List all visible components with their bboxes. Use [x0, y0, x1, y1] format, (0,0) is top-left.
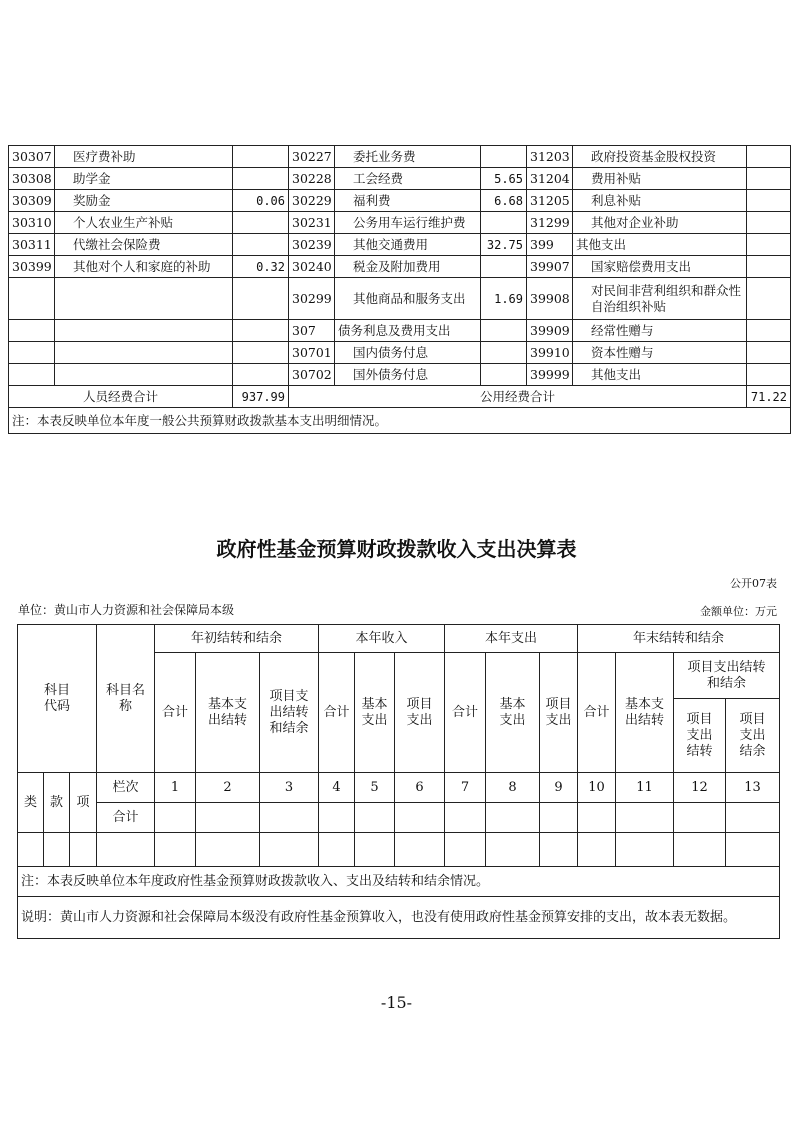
item-name-cell	[55, 278, 233, 320]
heji-label: 合计	[97, 803, 155, 833]
amount-cell	[747, 364, 791, 386]
item-name-cell: 其他商品和服务支出	[335, 278, 481, 320]
item-name-cell	[55, 364, 233, 386]
code-cell	[9, 342, 55, 364]
table2-note: 注：本表反映单位本年度政府性基金预算财政拨款收入、支出及结转和结余情况。	[18, 867, 780, 897]
amount-cell: 6.68	[481, 190, 527, 212]
item-name-cell: 债务利息及费用支出	[335, 320, 481, 342]
item-name-cell: 经常性赠与	[573, 320, 747, 342]
col-number: 8	[486, 773, 540, 803]
table-row	[9, 234, 791, 256]
amount-cell	[233, 320, 289, 342]
item-name-cell: 其他支出	[573, 234, 747, 256]
public-total-label: 公用经费合计	[289, 386, 747, 408]
col-number: 10	[578, 773, 616, 803]
item-name-cell: 其他交通费用	[335, 234, 481, 256]
amount-cell: 32.75	[481, 234, 527, 256]
code-cell: 39907	[527, 256, 573, 278]
col-number: 13	[726, 773, 780, 803]
code-cell: 30228	[289, 168, 335, 190]
table-row	[9, 320, 791, 342]
item-name-cell: 对民间非营利组织和群众性自治组织补贴	[573, 278, 747, 320]
amount-cell	[233, 146, 289, 168]
amount-cell	[233, 234, 289, 256]
table2-explanation: 说明：黄山市人力资源和社会保障局本级没有政府性基金预算收入，也没有使用政府性基金预算安排的支出，故本表无数据。	[18, 897, 780, 939]
item-name-cell: 公务用车运行维护费	[335, 212, 481, 234]
amount-cell	[233, 168, 289, 190]
end-balance-header: 年末结转和结余	[578, 625, 780, 653]
item-name-cell: 税金及附加费用	[335, 256, 481, 278]
basic-expenditure-table	[8, 145, 791, 434]
amount-cell	[747, 320, 791, 342]
amount-cell	[747, 190, 791, 212]
amount-cell: 0.32	[233, 256, 289, 278]
code-cell	[9, 278, 55, 320]
code-cell: 39909	[527, 320, 573, 342]
amount-cell	[747, 342, 791, 364]
item-name-cell: 其他支出	[573, 364, 747, 386]
begin-balance-header: 年初结转和结余	[155, 625, 319, 653]
item-name-cell: 助学金	[55, 168, 233, 190]
table1-note-row	[9, 408, 791, 434]
empty-row	[18, 833, 780, 867]
end-total-header: 合计	[578, 653, 616, 773]
code-cell: 307	[289, 320, 335, 342]
code-cell: 30227	[289, 146, 335, 168]
personnel-total-value: 937.99	[233, 386, 289, 408]
income-total-header: 合计	[319, 653, 355, 773]
code-cell: 30399	[9, 256, 55, 278]
subject-code-header: 科目 代码	[18, 625, 97, 773]
begin-basic-carry-header: 基本支 出结转	[196, 653, 260, 773]
expense-basic-header: 基本 支出	[486, 653, 540, 773]
item-name-cell: 政府投资基金股权投资	[573, 146, 747, 168]
column-number-row	[18, 773, 780, 803]
amount-cell	[481, 364, 527, 386]
item-name-cell: 其他对个人和家庭的补助	[55, 256, 233, 278]
amount-cell	[747, 278, 791, 320]
code-cell: 30299	[289, 278, 335, 320]
code-cell: 30702	[289, 364, 335, 386]
item-name-cell: 福利费	[335, 190, 481, 212]
expense-project-header: 项目 支出	[540, 653, 578, 773]
subject-name-header: 科目名 称	[97, 625, 155, 773]
col-number: 6	[395, 773, 445, 803]
col-number: 12	[674, 773, 726, 803]
end-project-carry-header: 项目支出结转 和结余	[674, 653, 780, 699]
amount-cell	[233, 364, 289, 386]
col-number: 11	[616, 773, 674, 803]
total-row	[18, 803, 780, 833]
page-title: 政府性基金预算财政拨款收入支出决算表	[216, 537, 577, 561]
amount-cell	[747, 168, 791, 190]
code-cell	[9, 364, 55, 386]
item-name-cell: 医疗费补助	[55, 146, 233, 168]
code-cell: 30229	[289, 190, 335, 212]
end-project-carry-subheader: 项目 支出 结转	[674, 699, 726, 773]
table1-note: 注：本表反映单位本年度一般公共预算财政拨款基本支出明细情况。	[9, 408, 791, 434]
code-cell: 399	[527, 234, 573, 256]
item-name-cell: 代缴社会保险费	[55, 234, 233, 256]
code-cell	[9, 320, 55, 342]
item-name-cell: 个人农业生产补贴	[55, 212, 233, 234]
amount-unit-label: 金额单位：万元	[700, 605, 777, 618]
personnel-total-label: 人员经费合计	[9, 386, 233, 408]
item-name-cell: 奖励金	[55, 190, 233, 212]
item-name-cell: 委托业务费	[335, 146, 481, 168]
table-row	[9, 278, 791, 320]
amount-cell	[747, 234, 791, 256]
code-cell: 31203	[527, 146, 573, 168]
amount-cell	[481, 212, 527, 234]
code-cell: 39999	[527, 364, 573, 386]
amount-cell: 1.69	[481, 278, 527, 320]
amount-cell	[747, 256, 791, 278]
amount-cell	[481, 342, 527, 364]
item-name-cell	[55, 342, 233, 364]
lei-header: 类	[18, 773, 44, 833]
code-cell: 30701	[289, 342, 335, 364]
item-name-cell: 资本性赠与	[573, 342, 747, 364]
amount-cell: 5.65	[481, 168, 527, 190]
table-row	[9, 168, 791, 190]
code-cell: 39908	[527, 278, 573, 320]
amount-cell	[747, 212, 791, 234]
col-number: 2	[196, 773, 260, 803]
amount-cell	[233, 342, 289, 364]
end-project-balance-subheader: 项目 支出 结余	[726, 699, 780, 773]
code-cell: 30309	[9, 190, 55, 212]
public-total-value: 71.22	[747, 386, 791, 408]
code-cell: 39910	[527, 342, 573, 364]
begin-project-carry-header: 项目支 出结转 和结余	[260, 653, 319, 773]
end-basic-carry-header: 基本支 出结转	[616, 653, 674, 773]
item-name-cell	[55, 320, 233, 342]
col-number: 7	[445, 773, 486, 803]
table-code: 公开07表	[730, 577, 777, 590]
item-name-cell: 其他对企业补助	[573, 212, 747, 234]
table2-explain-row	[18, 897, 780, 939]
item-name-cell: 费用补贴	[573, 168, 747, 190]
lanci-label: 栏次	[97, 773, 155, 803]
code-cell: 30310	[9, 212, 55, 234]
year-income-header: 本年收入	[319, 625, 445, 653]
amount-cell	[481, 256, 527, 278]
code-cell: 30307	[9, 146, 55, 168]
code-cell: 30308	[9, 168, 55, 190]
code-cell: 31205	[527, 190, 573, 212]
item-name-cell: 利息补贴	[573, 190, 747, 212]
begin-total-header: 合计	[155, 653, 196, 773]
amount-cell	[233, 278, 289, 320]
amount-cell	[233, 212, 289, 234]
income-project-header: 项目 支出	[395, 653, 445, 773]
item-name-cell: 工会经费	[335, 168, 481, 190]
gov-fund-table	[17, 624, 780, 939]
amount-cell	[481, 320, 527, 342]
col-number: 3	[260, 773, 319, 803]
basic-expenditure-rows	[9, 146, 791, 386]
table-row	[9, 256, 791, 278]
xiang-header: 项	[70, 773, 97, 833]
item-name-cell: 国家赔偿费用支出	[573, 256, 747, 278]
income-basic-header: 基本 支出	[355, 653, 395, 773]
amount-cell	[747, 146, 791, 168]
item-name-cell: 国外债务付息	[335, 364, 481, 386]
code-cell: 30239	[289, 234, 335, 256]
table2-note-row	[18, 867, 780, 897]
col-number: 1	[155, 773, 196, 803]
expense-total-header: 合计	[445, 653, 486, 773]
code-cell: 30240	[289, 256, 335, 278]
col-number: 4	[319, 773, 355, 803]
unit-label: 单位：黄山市人力资源和社会保障局本级	[18, 603, 235, 617]
table-row	[9, 212, 791, 234]
amount-cell: 0.06	[233, 190, 289, 212]
table-row	[9, 146, 791, 168]
item-name-cell: 国内债务付息	[335, 342, 481, 364]
amount-cell	[481, 146, 527, 168]
code-cell: 31204	[527, 168, 573, 190]
code-cell: 30231	[289, 212, 335, 234]
col-number: 5	[355, 773, 395, 803]
table-row	[9, 342, 791, 364]
table-row	[9, 364, 791, 386]
kuan-header: 款	[44, 773, 70, 833]
year-expense-header: 本年支出	[445, 625, 578, 653]
page-number: -15-	[380, 993, 413, 1012]
table-row	[9, 190, 791, 212]
code-cell: 30311	[9, 234, 55, 256]
col-number: 9	[540, 773, 578, 803]
code-cell: 31299	[527, 212, 573, 234]
totals-row	[9, 386, 791, 408]
